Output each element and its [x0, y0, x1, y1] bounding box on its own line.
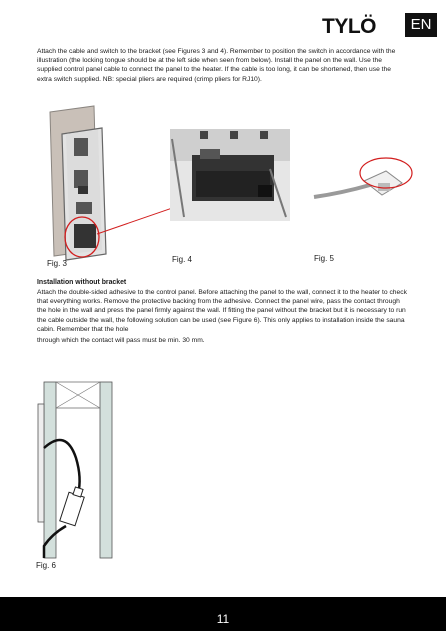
figure-4-caption: Fig. 4 — [172, 255, 193, 264]
figure-5-image — [312, 153, 417, 208]
figure-6-caption: Fig. 6 — [36, 561, 57, 570]
section-heading: Installation without bracket — [37, 279, 127, 286]
language-badge: EN — [405, 13, 437, 37]
intro-paragraph: Attach the cable and switch to the bracket (see Figures 3 and 4). Remember to position the switch in accordance with the illustration (the locking tongue should be at the left side when seen from below). Install the panel on the wall. Use the supplied control panel cable to connect the panel to the heater. If the cable is too long, it can be shortened, then use the extra switch supplied. NB: special pliers are required (crimp pliers for RJ10). — [37, 48, 396, 83]
figure-6-image — [30, 378, 122, 560]
section-paragraph: Attach the double-sided adhesive to the control panel. Before attaching the panel to the wall, connect it to the heater to check that everything works. Remove the protective backing from the adhesive. Connect the panel wire, pass the contact through the hole in the wall and press the panel firmly against the wall. If fitting the panel without the bracket but it is necessary to run the cable outside the wall, the following solution can be used (see Figure 6). This only applies to installation inside the sauna cabin. Remember that the hole — [37, 289, 407, 333]
figure-5-caption: Fig. 5 — [314, 254, 335, 263]
figure-3-caption: Fig. 3 — [47, 259, 68, 268]
tylo-logo — [322, 14, 402, 36]
section-paragraph-end: through which the contact will pass must be min. 30 mm. — [37, 337, 205, 344]
figure-4-image — [170, 129, 290, 221]
page-number: 11 — [216, 612, 230, 626]
brand-wordmark: TYLÖ — [322, 15, 376, 36]
